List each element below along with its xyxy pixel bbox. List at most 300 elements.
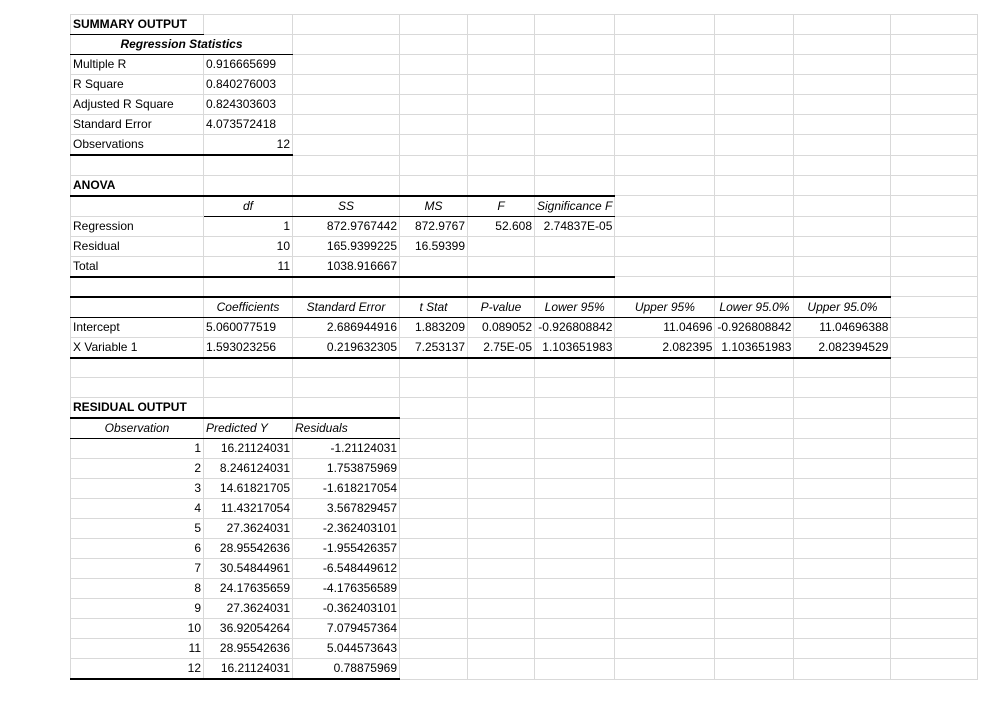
empty-cell[interactable]: [535, 378, 615, 398]
residual-predicted[interactable]: 24.17635659: [204, 579, 293, 599]
empty-cell[interactable]: [293, 358, 400, 378]
empty-cell[interactable]: [615, 196, 715, 217]
empty-cell[interactable]: [615, 216, 715, 236]
empty-cell[interactable]: [891, 277, 978, 297]
empty-cell[interactable]: [715, 256, 794, 277]
coef-value[interactable]: 0.089052: [468, 317, 535, 337]
empty-cell[interactable]: [715, 579, 794, 599]
empty-cell[interactable]: [535, 619, 615, 639]
empty-cell[interactable]: [468, 75, 535, 95]
anova-ms[interactable]: [400, 256, 468, 277]
empty-cell[interactable]: [535, 599, 615, 619]
empty-cell[interactable]: [794, 277, 891, 297]
empty-cell[interactable]: [615, 499, 715, 519]
anova-header-significance-f[interactable]: Significance F: [535, 196, 615, 217]
empty-cell[interactable]: [891, 499, 978, 519]
empty-cell[interactable]: [715, 418, 794, 439]
coef-header[interactable]: t Stat: [400, 297, 468, 318]
empty-cell[interactable]: [891, 459, 978, 479]
empty-cell[interactable]: [794, 499, 891, 519]
empty-cell[interactable]: [468, 55, 535, 75]
empty-cell[interactable]: [535, 499, 615, 519]
residual-predicted[interactable]: 14.61821705: [204, 479, 293, 499]
empty-cell[interactable]: [615, 479, 715, 499]
anova-f[interactable]: [468, 256, 535, 277]
empty-cell[interactable]: [715, 519, 794, 539]
empty-cell[interactable]: [535, 55, 615, 75]
empty-cell[interactable]: [204, 155, 293, 175]
empty-cell[interactable]: [715, 619, 794, 639]
empty-cell[interactable]: [794, 639, 891, 659]
empty-cell[interactable]: [468, 175, 535, 196]
empty-cell[interactable]: [468, 579, 535, 599]
empty-cell[interactable]: [535, 155, 615, 175]
empty-cell[interactable]: [535, 659, 615, 680]
empty-cell[interactable]: [468, 398, 535, 419]
empty-cell[interactable]: [794, 539, 891, 559]
coef-value[interactable]: 0.219632305: [293, 337, 400, 358]
empty-cell[interactable]: [891, 378, 978, 398]
empty-cell[interactable]: [615, 398, 715, 419]
empty-cell[interactable]: [468, 539, 535, 559]
stat-value[interactable]: 4.073572418: [204, 115, 293, 135]
empty-cell[interactable]: [794, 358, 891, 378]
empty-cell[interactable]: [794, 619, 891, 639]
residual-value[interactable]: 0.78875969: [293, 659, 400, 680]
coef-value[interactable]: 1.103651983: [715, 337, 794, 358]
empty-cell[interactable]: [468, 115, 535, 135]
empty-cell[interactable]: [400, 55, 468, 75]
empty-cell[interactable]: [891, 115, 978, 135]
residual-observation[interactable]: 8: [71, 579, 204, 599]
residual-predicted[interactable]: 27.3624031: [204, 599, 293, 619]
empty-cell[interactable]: [794, 35, 891, 55]
stat-value[interactable]: 0.824303603: [204, 95, 293, 115]
empty-cell[interactable]: [715, 35, 794, 55]
empty-cell[interactable]: [891, 579, 978, 599]
empty-cell[interactable]: [715, 216, 794, 236]
empty-cell[interactable]: [715, 539, 794, 559]
residual-header-predicted[interactable]: Predicted Y: [204, 418, 293, 439]
residual-header-residuals[interactable]: Residuals: [293, 418, 400, 439]
residual-predicted[interactable]: 36.92054264: [204, 619, 293, 639]
empty-cell[interactable]: [891, 479, 978, 499]
empty-cell[interactable]: [715, 398, 794, 419]
empty-cell[interactable]: [400, 539, 468, 559]
residual-observation[interactable]: 6: [71, 539, 204, 559]
coef-header[interactable]: Upper 95.0%: [794, 297, 891, 318]
empty-cell[interactable]: [615, 175, 715, 196]
empty-cell[interactable]: [468, 559, 535, 579]
empty-cell[interactable]: [468, 659, 535, 680]
empty-cell[interactable]: [293, 115, 400, 135]
empty-cell[interactable]: [468, 155, 535, 175]
empty-cell[interactable]: [535, 459, 615, 479]
empty-cell[interactable]: [204, 15, 293, 35]
empty-cell[interactable]: [615, 599, 715, 619]
empty-cell[interactable]: [615, 95, 715, 115]
empty-cell[interactable]: [535, 175, 615, 196]
empty-cell[interactable]: [535, 579, 615, 599]
empty-cell[interactable]: [794, 95, 891, 115]
empty-cell[interactable]: [891, 196, 978, 217]
empty-cell[interactable]: [400, 579, 468, 599]
empty-cell[interactable]: [468, 519, 535, 539]
empty-cell[interactable]: [715, 155, 794, 175]
empty-cell[interactable]: [891, 418, 978, 439]
empty-cell[interactable]: [891, 539, 978, 559]
empty-cell[interactable]: [400, 559, 468, 579]
coef-header[interactable]: Coefficients: [204, 297, 293, 318]
empty-cell[interactable]: [535, 639, 615, 659]
residual-observation[interactable]: 10: [71, 619, 204, 639]
residual-value[interactable]: -4.176356589: [293, 579, 400, 599]
empty-cell[interactable]: [400, 619, 468, 639]
empty-cell[interactable]: [715, 659, 794, 680]
residual-value[interactable]: -6.548449612: [293, 559, 400, 579]
empty-cell[interactable]: [204, 378, 293, 398]
empty-cell[interactable]: [615, 519, 715, 539]
anova-df[interactable]: 1: [204, 216, 293, 236]
empty-cell[interactable]: [468, 479, 535, 499]
empty-cell[interactable]: [715, 115, 794, 135]
empty-cell[interactable]: [891, 358, 978, 378]
empty-cell[interactable]: [615, 378, 715, 398]
anova-significance-f[interactable]: [535, 236, 615, 256]
residual-value[interactable]: 1.753875969: [293, 459, 400, 479]
empty-cell[interactable]: [400, 479, 468, 499]
empty-cell[interactable]: [794, 155, 891, 175]
coef-value[interactable]: 2.082394529: [794, 337, 891, 358]
empty-cell[interactable]: [293, 75, 400, 95]
anova-df[interactable]: 10: [204, 236, 293, 256]
empty-cell[interactable]: [400, 115, 468, 135]
empty-cell[interactable]: [794, 256, 891, 277]
empty-cell[interactable]: [891, 256, 978, 277]
residual-predicted[interactable]: 27.3624031: [204, 519, 293, 539]
empty-cell[interactable]: [293, 378, 400, 398]
empty-cell[interactable]: [715, 196, 794, 217]
empty-cell[interactable]: [204, 175, 293, 196]
empty-cell[interactable]: [400, 95, 468, 115]
empty-cell[interactable]: [293, 175, 400, 196]
empty-cell[interactable]: [615, 639, 715, 659]
empty-cell[interactable]: [615, 277, 715, 297]
empty-cell[interactable]: [794, 559, 891, 579]
empty-cell[interactable]: [400, 398, 468, 419]
coef-value[interactable]: 2.082395: [615, 337, 715, 358]
empty-cell[interactable]: [615, 418, 715, 439]
regression-statistics-header[interactable]: Regression Statistics: [71, 35, 293, 55]
empty-cell[interactable]: [71, 155, 204, 175]
empty-cell[interactable]: [293, 15, 400, 35]
coef-value[interactable]: 5.060077519: [204, 317, 293, 337]
anova-significance-f[interactable]: [535, 256, 615, 277]
empty-cell[interactable]: [891, 216, 978, 236]
empty-cell[interactable]: [71, 358, 204, 378]
empty-cell[interactable]: [615, 659, 715, 680]
empty-cell[interactable]: [794, 479, 891, 499]
anova-header-ms[interactable]: MS: [400, 196, 468, 217]
empty-cell[interactable]: [794, 216, 891, 236]
empty-cell[interactable]: [400, 35, 468, 55]
anova-row-label[interactable]: Total: [71, 256, 204, 277]
residual-observation[interactable]: 9: [71, 599, 204, 619]
empty-cell[interactable]: [715, 639, 794, 659]
coef-value[interactable]: 11.04696388: [794, 317, 891, 337]
empty-cell[interactable]: [204, 277, 293, 297]
empty-cell[interactable]: [891, 297, 978, 318]
coef-value[interactable]: -0.926808842: [715, 317, 794, 337]
empty-cell[interactable]: [400, 519, 468, 539]
empty-cell[interactable]: [715, 358, 794, 378]
empty-cell[interactable]: [400, 15, 468, 35]
empty-cell[interactable]: [535, 135, 615, 156]
empty-cell[interactable]: [293, 35, 400, 55]
empty-cell[interactable]: [715, 459, 794, 479]
coef-row-label[interactable]: X Variable 1: [71, 337, 204, 358]
coef-header[interactable]: Standard Error: [293, 297, 400, 318]
empty-cell[interactable]: [615, 459, 715, 479]
stat-label[interactable]: R Square: [71, 75, 204, 95]
coef-header[interactable]: Lower 95.0%: [715, 297, 794, 318]
empty-cell[interactable]: [400, 439, 468, 459]
empty-cell[interactable]: [468, 135, 535, 156]
stat-label[interactable]: Standard Error: [71, 115, 204, 135]
empty-cell[interactable]: [615, 55, 715, 75]
empty-cell[interactable]: [293, 55, 400, 75]
empty-cell[interactable]: [794, 659, 891, 680]
empty-cell[interactable]: [794, 115, 891, 135]
empty-cell[interactable]: [400, 135, 468, 156]
residual-predicted[interactable]: 30.54844961: [204, 559, 293, 579]
empty-cell[interactable]: [400, 378, 468, 398]
coef-value[interactable]: -0.926808842: [535, 317, 615, 337]
empty-cell[interactable]: [715, 559, 794, 579]
empty-cell[interactable]: [468, 418, 535, 439]
empty-cell[interactable]: [400, 499, 468, 519]
residual-predicted[interactable]: 11.43217054: [204, 499, 293, 519]
empty-cell[interactable]: [293, 398, 400, 419]
empty-cell[interactable]: [891, 559, 978, 579]
empty-cell[interactable]: [293, 95, 400, 115]
empty-cell[interactable]: [615, 15, 715, 35]
empty-cell[interactable]: [891, 15, 978, 35]
empty-cell[interactable]: [615, 256, 715, 277]
empty-cell[interactable]: [794, 378, 891, 398]
anova-row-label[interactable]: Regression: [71, 216, 204, 236]
empty-cell[interactable]: [615, 619, 715, 639]
empty-cell[interactable]: [715, 75, 794, 95]
empty-cell[interactable]: [891, 337, 978, 358]
coef-value[interactable]: 1.883209: [400, 317, 468, 337]
empty-cell[interactable]: [468, 95, 535, 115]
anova-df[interactable]: 11: [204, 256, 293, 277]
empty-cell[interactable]: [400, 599, 468, 619]
empty-cell[interactable]: [400, 418, 468, 439]
empty-cell[interactable]: [615, 539, 715, 559]
empty-cell[interactable]: [715, 95, 794, 115]
anova-f[interactable]: 52.608: [468, 216, 535, 236]
residual-header-observation[interactable]: Observation: [71, 418, 204, 439]
empty-cell[interactable]: [794, 599, 891, 619]
empty-cell[interactable]: [715, 15, 794, 35]
coef-header[interactable]: P-value: [468, 297, 535, 318]
empty-cell[interactable]: [293, 155, 400, 175]
empty-cell[interactable]: [204, 398, 293, 419]
summary-title[interactable]: SUMMARY OUTPUT: [71, 15, 204, 35]
empty-cell[interactable]: [400, 175, 468, 196]
empty-cell[interactable]: [794, 15, 891, 35]
empty-cell[interactable]: [293, 135, 400, 156]
empty-cell[interactable]: [715, 175, 794, 196]
empty-cell[interactable]: [615, 579, 715, 599]
coef-value[interactable]: 2.686944916: [293, 317, 400, 337]
empty-cell[interactable]: [615, 135, 715, 156]
empty-cell[interactable]: [615, 439, 715, 459]
residual-predicted[interactable]: 28.95542636: [204, 539, 293, 559]
empty-cell[interactable]: [615, 155, 715, 175]
coef-header-blank[interactable]: [71, 297, 204, 318]
empty-cell[interactable]: [794, 398, 891, 419]
empty-cell[interactable]: [204, 358, 293, 378]
empty-cell[interactable]: [891, 155, 978, 175]
empty-cell[interactable]: [615, 115, 715, 135]
coef-header[interactable]: Lower 95%: [535, 297, 615, 318]
empty-cell[interactable]: [535, 358, 615, 378]
empty-cell[interactable]: [535, 539, 615, 559]
empty-cell[interactable]: [794, 439, 891, 459]
anova-f[interactable]: [468, 236, 535, 256]
empty-cell[interactable]: [715, 479, 794, 499]
stat-label[interactable]: Adjusted R Square: [71, 95, 204, 115]
anova-header-df[interactable]: df: [204, 196, 293, 217]
empty-cell[interactable]: [400, 459, 468, 479]
empty-cell[interactable]: [794, 459, 891, 479]
empty-cell[interactable]: [794, 135, 891, 156]
empty-cell[interactable]: [535, 519, 615, 539]
empty-cell[interactable]: [535, 277, 615, 297]
residual-predicted[interactable]: 8.246124031: [204, 459, 293, 479]
empty-cell[interactable]: [715, 135, 794, 156]
residual-value[interactable]: 7.079457364: [293, 619, 400, 639]
residual-observation[interactable]: 3: [71, 479, 204, 499]
empty-cell[interactable]: [891, 95, 978, 115]
empty-cell[interactable]: [891, 175, 978, 196]
empty-cell[interactable]: [794, 418, 891, 439]
residual-observation[interactable]: 2: [71, 459, 204, 479]
anova-ss[interactable]: 872.9767442: [293, 216, 400, 236]
empty-cell[interactable]: [615, 35, 715, 55]
empty-cell[interactable]: [715, 277, 794, 297]
empty-cell[interactable]: [468, 599, 535, 619]
residual-value[interactable]: -1.955426357: [293, 539, 400, 559]
empty-cell[interactable]: [891, 55, 978, 75]
anova-header-f[interactable]: F: [468, 196, 535, 217]
anova-title[interactable]: ANOVA: [71, 175, 204, 196]
stat-value[interactable]: 0.916665699: [204, 55, 293, 75]
anova-ms[interactable]: 16.59399: [400, 236, 468, 256]
empty-cell[interactable]: [535, 95, 615, 115]
residual-predicted[interactable]: 16.21124031: [204, 659, 293, 680]
coef-value[interactable]: 1.593023256: [204, 337, 293, 358]
empty-cell[interactable]: [615, 236, 715, 256]
empty-cell[interactable]: [715, 236, 794, 256]
residual-observation[interactable]: 1: [71, 439, 204, 459]
empty-cell[interactable]: [535, 75, 615, 95]
residual-value[interactable]: 5.044573643: [293, 639, 400, 659]
empty-cell[interactable]: [535, 418, 615, 439]
empty-cell[interactable]: [715, 599, 794, 619]
coef-value[interactable]: 2.75E-05: [468, 337, 535, 358]
coef-value[interactable]: 7.253137: [400, 337, 468, 358]
residual-predicted[interactable]: 28.95542636: [204, 639, 293, 659]
empty-cell[interactable]: [794, 236, 891, 256]
empty-cell[interactable]: [715, 439, 794, 459]
empty-cell[interactable]: [468, 15, 535, 35]
empty-cell[interactable]: [715, 55, 794, 75]
empty-cell[interactable]: [794, 55, 891, 75]
stat-value[interactable]: 12: [204, 135, 293, 156]
empty-cell[interactable]: [615, 559, 715, 579]
stat-value[interactable]: 0.840276003: [204, 75, 293, 95]
empty-cell[interactable]: [891, 236, 978, 256]
anova-ms[interactable]: 872.9767: [400, 216, 468, 236]
empty-cell[interactable]: [615, 358, 715, 378]
anova-header-blank[interactable]: [71, 196, 204, 217]
empty-cell[interactable]: [615, 75, 715, 95]
empty-cell[interactable]: [468, 439, 535, 459]
stat-label[interactable]: Observations: [71, 135, 204, 156]
empty-cell[interactable]: [794, 196, 891, 217]
empty-cell[interactable]: [535, 559, 615, 579]
empty-cell[interactable]: [71, 277, 204, 297]
anova-ss[interactable]: 1038.916667: [293, 256, 400, 277]
empty-cell[interactable]: [400, 277, 468, 297]
empty-cell[interactable]: [71, 378, 204, 398]
empty-cell[interactable]: [400, 639, 468, 659]
residual-observation[interactable]: 7: [71, 559, 204, 579]
empty-cell[interactable]: [891, 135, 978, 156]
anova-ss[interactable]: 165.9399225: [293, 236, 400, 256]
coef-row-label[interactable]: Intercept: [71, 317, 204, 337]
empty-cell[interactable]: [293, 277, 400, 297]
empty-cell[interactable]: [400, 75, 468, 95]
empty-cell[interactable]: [468, 358, 535, 378]
empty-cell[interactable]: [535, 115, 615, 135]
residual-output-title[interactable]: RESIDUAL OUTPUT: [71, 398, 204, 419]
residual-observation[interactable]: 11: [71, 639, 204, 659]
anova-header-ss[interactable]: SS: [293, 196, 400, 217]
empty-cell[interactable]: [535, 479, 615, 499]
empty-cell[interactable]: [794, 519, 891, 539]
residual-value[interactable]: -1.21124031: [293, 439, 400, 459]
anova-row-label[interactable]: Residual: [71, 236, 204, 256]
residual-observation[interactable]: 5: [71, 519, 204, 539]
coef-value[interactable]: 1.103651983: [535, 337, 615, 358]
empty-cell[interactable]: [891, 35, 978, 55]
empty-cell[interactable]: [891, 519, 978, 539]
empty-cell[interactable]: [400, 358, 468, 378]
coef-header[interactable]: Upper 95%: [615, 297, 715, 318]
empty-cell[interactable]: [794, 579, 891, 599]
empty-cell[interactable]: [891, 619, 978, 639]
empty-cell[interactable]: [535, 398, 615, 419]
residual-value[interactable]: -0.362403101: [293, 599, 400, 619]
empty-cell[interactable]: [535, 439, 615, 459]
empty-cell[interactable]: [891, 398, 978, 419]
empty-cell[interactable]: [535, 15, 615, 35]
